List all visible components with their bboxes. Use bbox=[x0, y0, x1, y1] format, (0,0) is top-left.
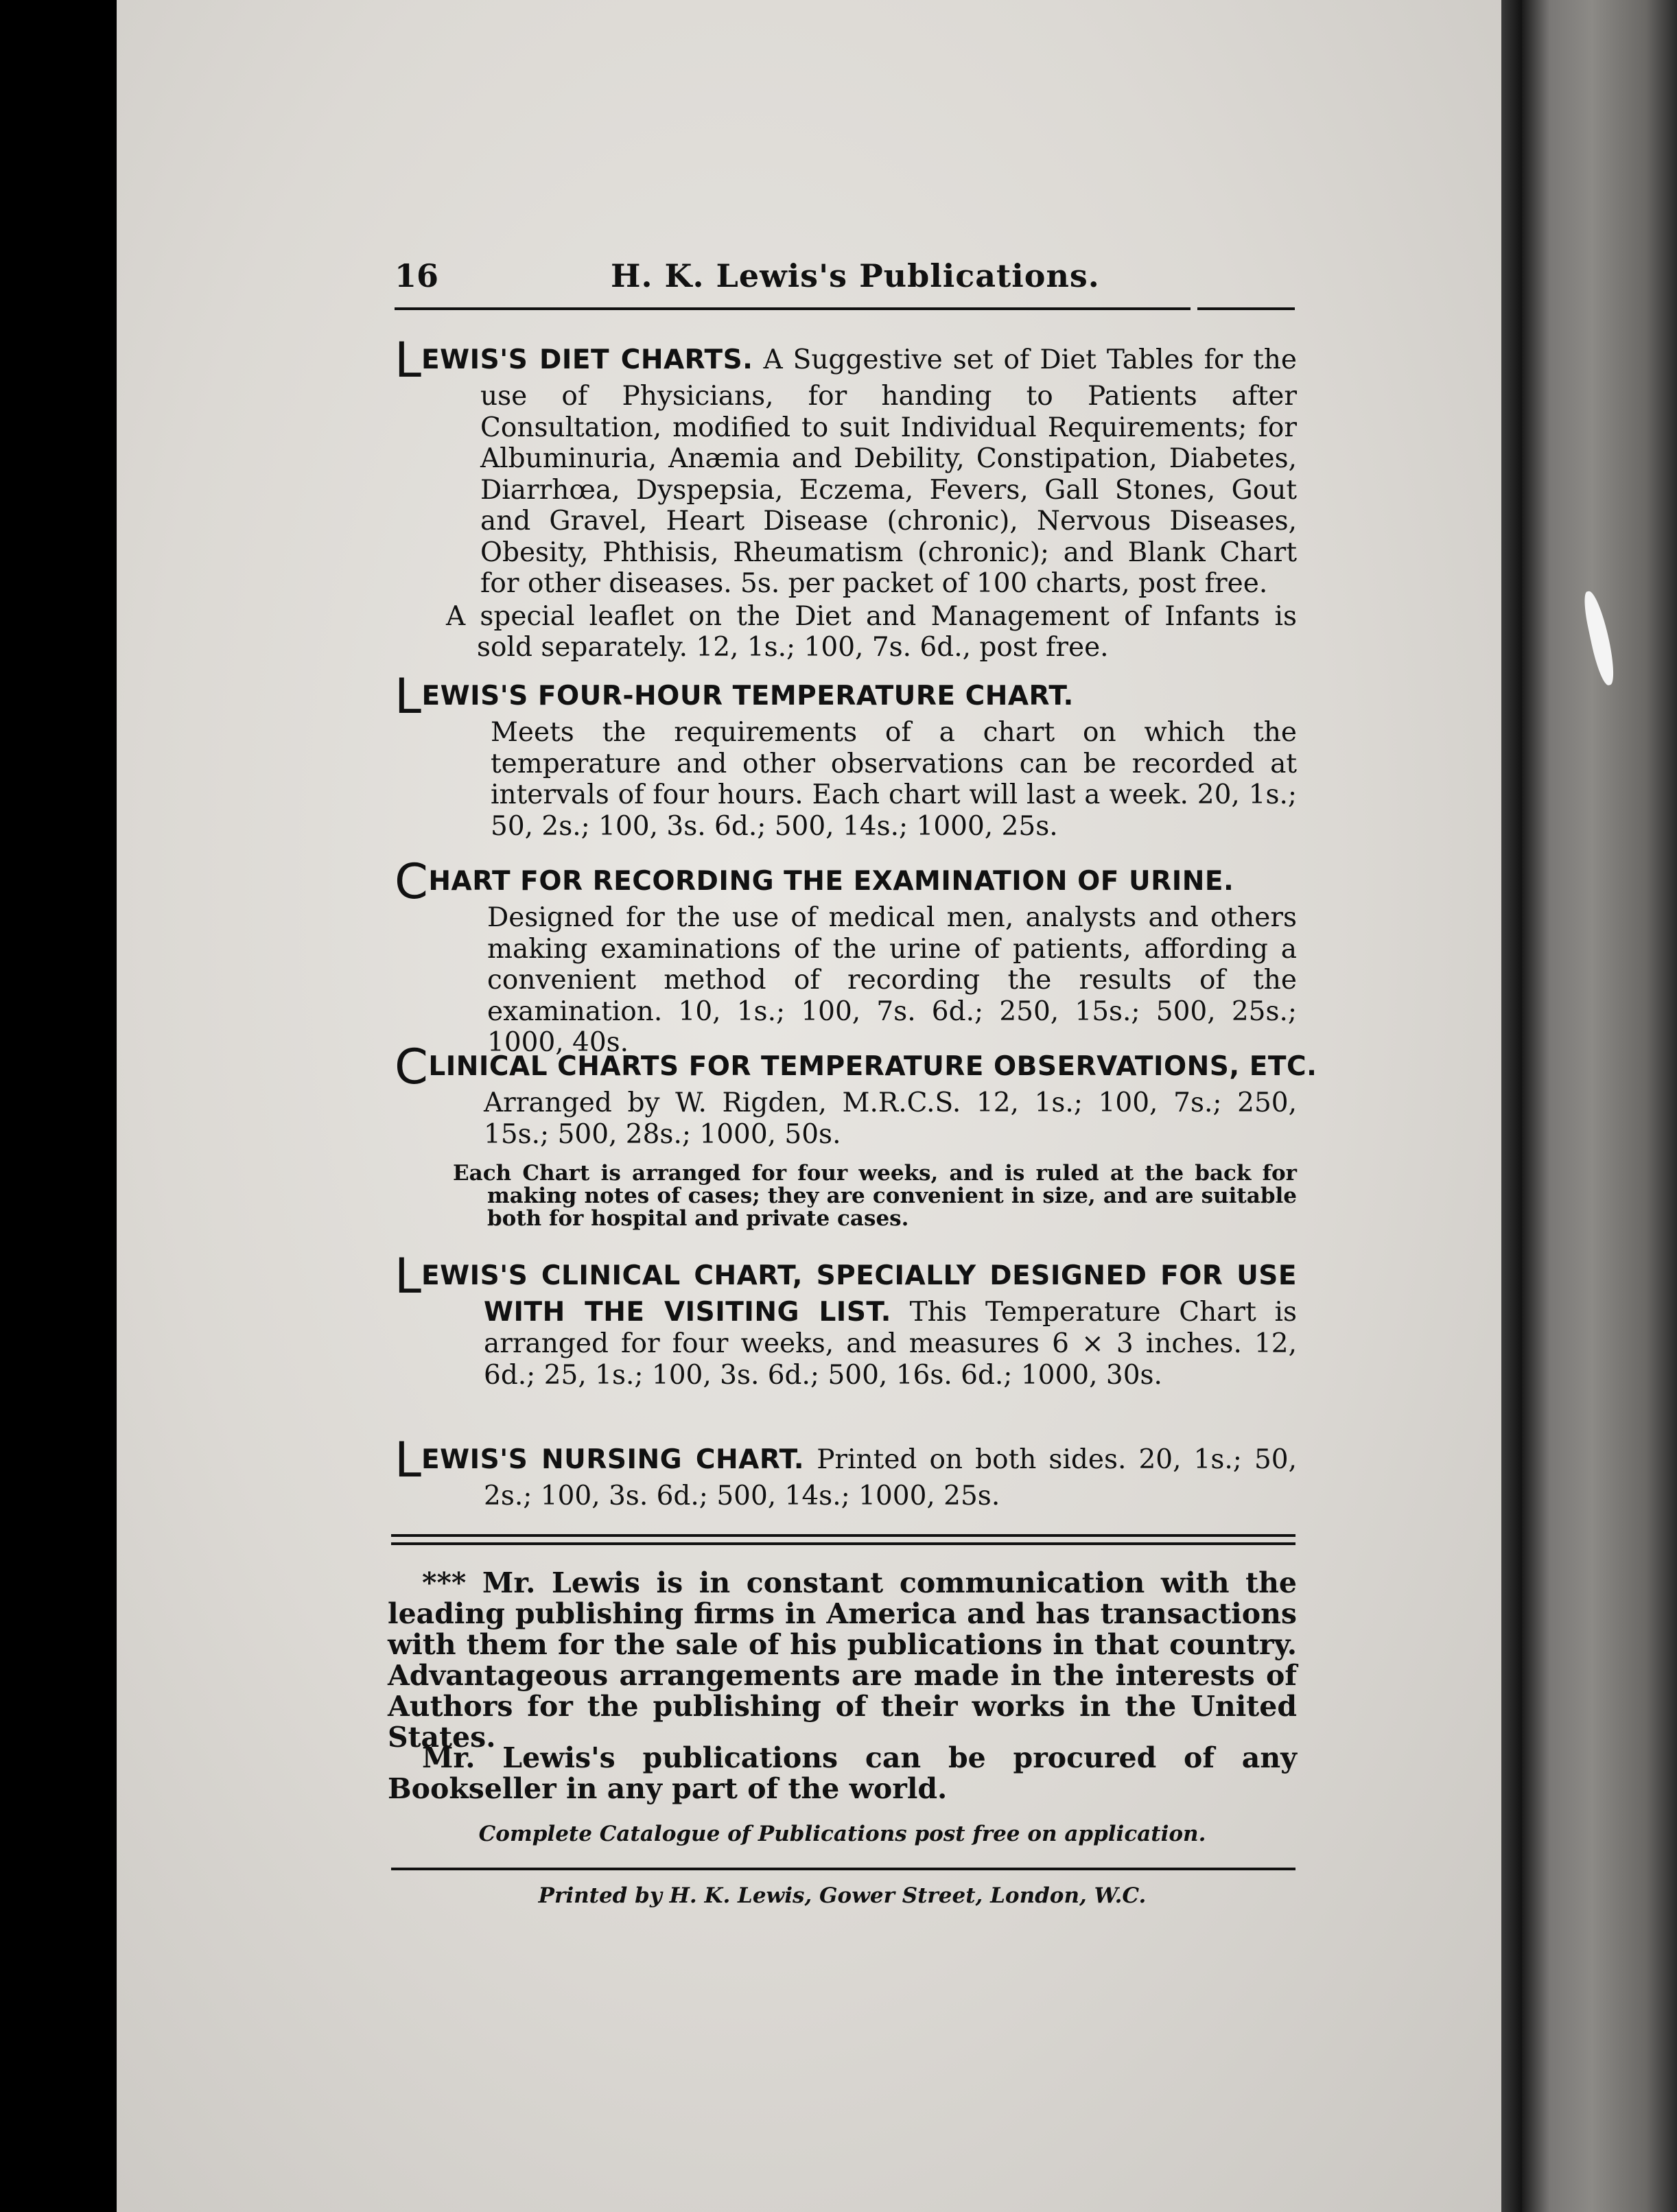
drop-capital: L bbox=[395, 668, 422, 725]
notice-america: *** Mr. Lewis is in constant communication with the leading publishing firms in America and has transactions with them for the sale of his publications in that country. Advantageous arrangements are made in the interests of Authors for the publishing of their works in the United States. bbox=[388, 1566, 1297, 1754]
notice-booksellers: Mr. Lewis's publications can be procured of any Bookseller in any part of the world. bbox=[388, 1741, 1297, 1805]
entry-description: Arranged by W. Rigden, M.R.C.S. 12, 1s.; 100, 7s.; 250, 15s.; 500, 28s.; 1000, 50s. bbox=[484, 1087, 1297, 1150]
entry-visiting-list-chart bbox=[395, 1248, 1297, 1391]
entry-nursing-chart bbox=[395, 1432, 1298, 1512]
drop-capital: C bbox=[395, 854, 429, 910]
entry-clinical-charts bbox=[395, 1039, 1317, 1231]
drop-capital: L bbox=[395, 332, 421, 388]
page-header bbox=[395, 257, 1293, 298]
header-rule-short bbox=[1197, 307, 1295, 310]
entry-note: Each Chart is arranged for four weeks, and is ruled at the back for making notes of cases; they are convenient in size, and are suitable both for hospital and private cases. bbox=[453, 1161, 1297, 1231]
header-rule bbox=[395, 307, 1191, 310]
footer-rule bbox=[391, 1868, 1295, 1870]
printer-imprint: Printed by H. K. Lewis, Gower Street, London, W.C. bbox=[538, 1883, 1147, 1908]
drop-capital: C bbox=[395, 1039, 429, 1095]
page-gutter bbox=[1501, 0, 1522, 2212]
section-rule-bottom bbox=[391, 1542, 1295, 1545]
entry-title: EWIS'S CLINICAL CHART, SPECIALLY DESIGNED FOR USE WITH THE VISITING LIST. bbox=[421, 1260, 1297, 1328]
running-title: H. K. Lewis's Publications. bbox=[611, 257, 1100, 294]
entry-diet-charts bbox=[395, 332, 1297, 663]
entry-note: A special leaflet on the Diet and Management of Infants is sold separately. 12, 1s.; 100, 7s. 6d., post free. bbox=[446, 600, 1297, 663]
entry-title: EWIS'S FOUR-HOUR TEMPERATURE CHART. bbox=[421, 681, 1074, 711]
entry-description: Printed on both sides. 20, 1s.; 50, 2s.; 100, 3s. 6d.; 500, 14s.; 1000, 25s. bbox=[484, 1444, 1298, 1511]
entry-title: HART FOR RECORDING THE EXAMINATION OF URINE. bbox=[428, 866, 1234, 897]
page-number: 16 bbox=[395, 257, 439, 294]
drop-capital: L bbox=[395, 1248, 421, 1304]
section-rule-top bbox=[391, 1534, 1295, 1537]
entry-four-hour-chart bbox=[395, 668, 1297, 842]
entry-urine-chart bbox=[395, 854, 1297, 1059]
entry-title: LINICAL CHARTS FOR TEMPERATURE OBSERVATIONS, ETC. bbox=[428, 1051, 1317, 1082]
entry-title: EWIS'S DIET CHARTS. bbox=[421, 344, 753, 375]
entry-description: Meets the requirements of a chart on which the temperature and other observations can be recorded at intervals of four hours. Each chart will last a week. 20, 1s.; 50, 2s.; 100, 3s. 6d.; 500, 14s.; 1000, 25s. bbox=[491, 717, 1297, 842]
book-spine bbox=[1522, 0, 1677, 2212]
entry-description: A Suggestive set of Diet Tables for the use of Physicians, for handing to Patients after Consultation, modified to suit Individual Requirements; for Albuminuria, Anæmia and Debility, Constipation, Diabetes, Diarrhœa, Dyspepsia, Eczema, Fevers, Gall Stones, Gout and Gravel, Heart Disease (chronic), Nervous Diseases, Obesity, Phthisis, Rheumatism (chronic); and Blank Chart for other diseases. 5s. per packet of 100 charts, post free. bbox=[480, 344, 1297, 599]
entry-title: EWIS'S NURSING CHART. bbox=[421, 1444, 805, 1475]
catalogue-note: Complete Catalogue of Publications post free on application. bbox=[478, 1822, 1206, 1846]
scan-border-left bbox=[0, 0, 117, 2212]
entry-description: This Temperature Chart is arranged for four weeks, and measures 6 × 3 inches. 12, 6d.; 25, 1s.; 100, 3s. 6d.; 500, 16s. 6d.; 1000, 30s. bbox=[484, 1297, 1297, 1391]
drop-capital: L bbox=[395, 1432, 421, 1488]
entry-description: Designed for the use of medical men, analysts and others making examinations of the urine of patients, affording a convenient method of recording the results of the examination. 10, 1s.; 100, 7s. 6d.; 250, 15s.; 500, 25s.; 1000, 40s. bbox=[487, 902, 1297, 1058]
